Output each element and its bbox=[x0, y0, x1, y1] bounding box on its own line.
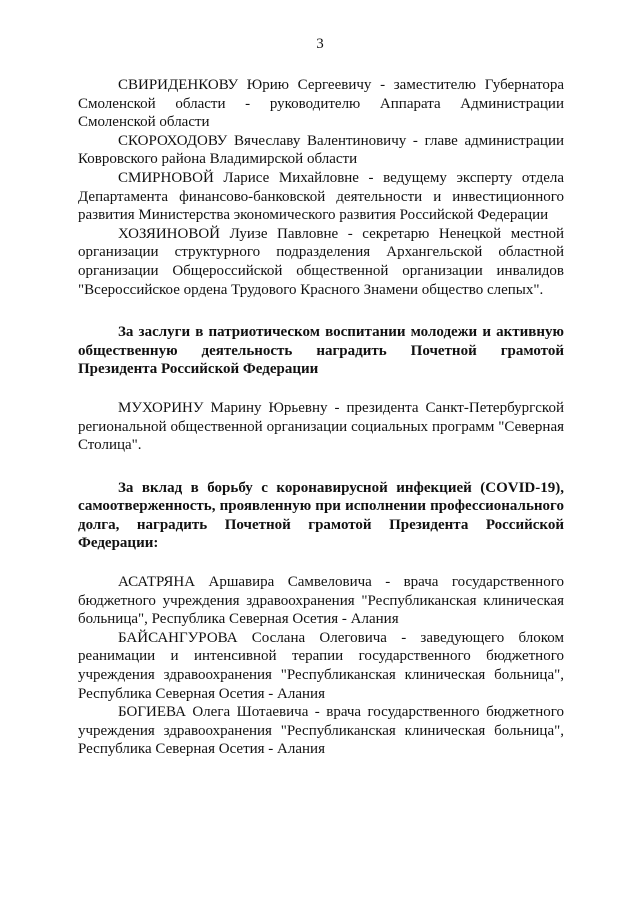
document-body bbox=[78, 76, 564, 759]
award-entry-smirnova: СМИРНОВОЙ Ларисе Михайловне - ведущему эксперту отдела Департамента финансово-банковской деятельности и инвестиционного развития Министерства экономического развития Российской Федерации bbox=[78, 169, 564, 224]
page-number: 3 bbox=[316, 36, 324, 52]
award-entry-skorokhodov: СКОРОХОДОВУ Вячеславу Валентиновичу - главе администрации Ковровского района Владимирской области bbox=[78, 132, 564, 168]
award-entry-bogiev: БОГИЕВА Олега Шотаевича - врача государственного бюджетного учреждения здравоохранения "Республиканская клиническая больница", Республика Северная Осетия - Алания bbox=[78, 704, 564, 758]
award-entry-baysangurov: БАЙСАНГУРОВА Сослана Олеговича - заведующего блоком реанимации и интенсивной терапии государственного бюджетного учреждения здравоохранения "Республиканская клиническая больница", Республика Северная Осетия - Алания bbox=[78, 629, 564, 702]
section-heading-patriotic: За заслуги в патриотическом воспитании молодежи и активную общественную деятельность наградить Почетной грамотой Президента Российской Федерации bbox=[78, 324, 564, 378]
award-entry-asatryan: АСАТРЯНА Аршавира Самвеловича - врача государственного бюджетного учреждения здравоохранения "Республиканская клиническая больница", Республика Северная Осетия - Алания bbox=[78, 574, 564, 628]
award-entry-khozyainova: ХОЗЯИНОВОЙ Луизе Павловне - секретарю Ненецкой местной организации структурного подразделения Архангельской областной организации Общероссийской общественной организации инвалидов "Всероссийское ордена Трудового Красного Знамени общество слепых". bbox=[78, 225, 564, 298]
award-entry-sviridenkov: СВИРИДЕНКОВУ Юрию Сергеевичу - заместителю Губернатора Смоленской области - руководителю Аппарата Администрации Смоленской области bbox=[78, 77, 564, 131]
award-entry-mukhorina: МУХОРИНУ Марину Юрьевну - президента Санкт-Петербургской региональной общественной организации социальных программ "Северная Столица". bbox=[78, 399, 564, 454]
section-heading-covid: За вклад в борьбу с коронавирусной инфекцией (COVID-19), самоотверженность, проявленную при исполнении профессионального долга, наградить Почетной грамотой Президента Российской Федерации: bbox=[78, 479, 564, 552]
